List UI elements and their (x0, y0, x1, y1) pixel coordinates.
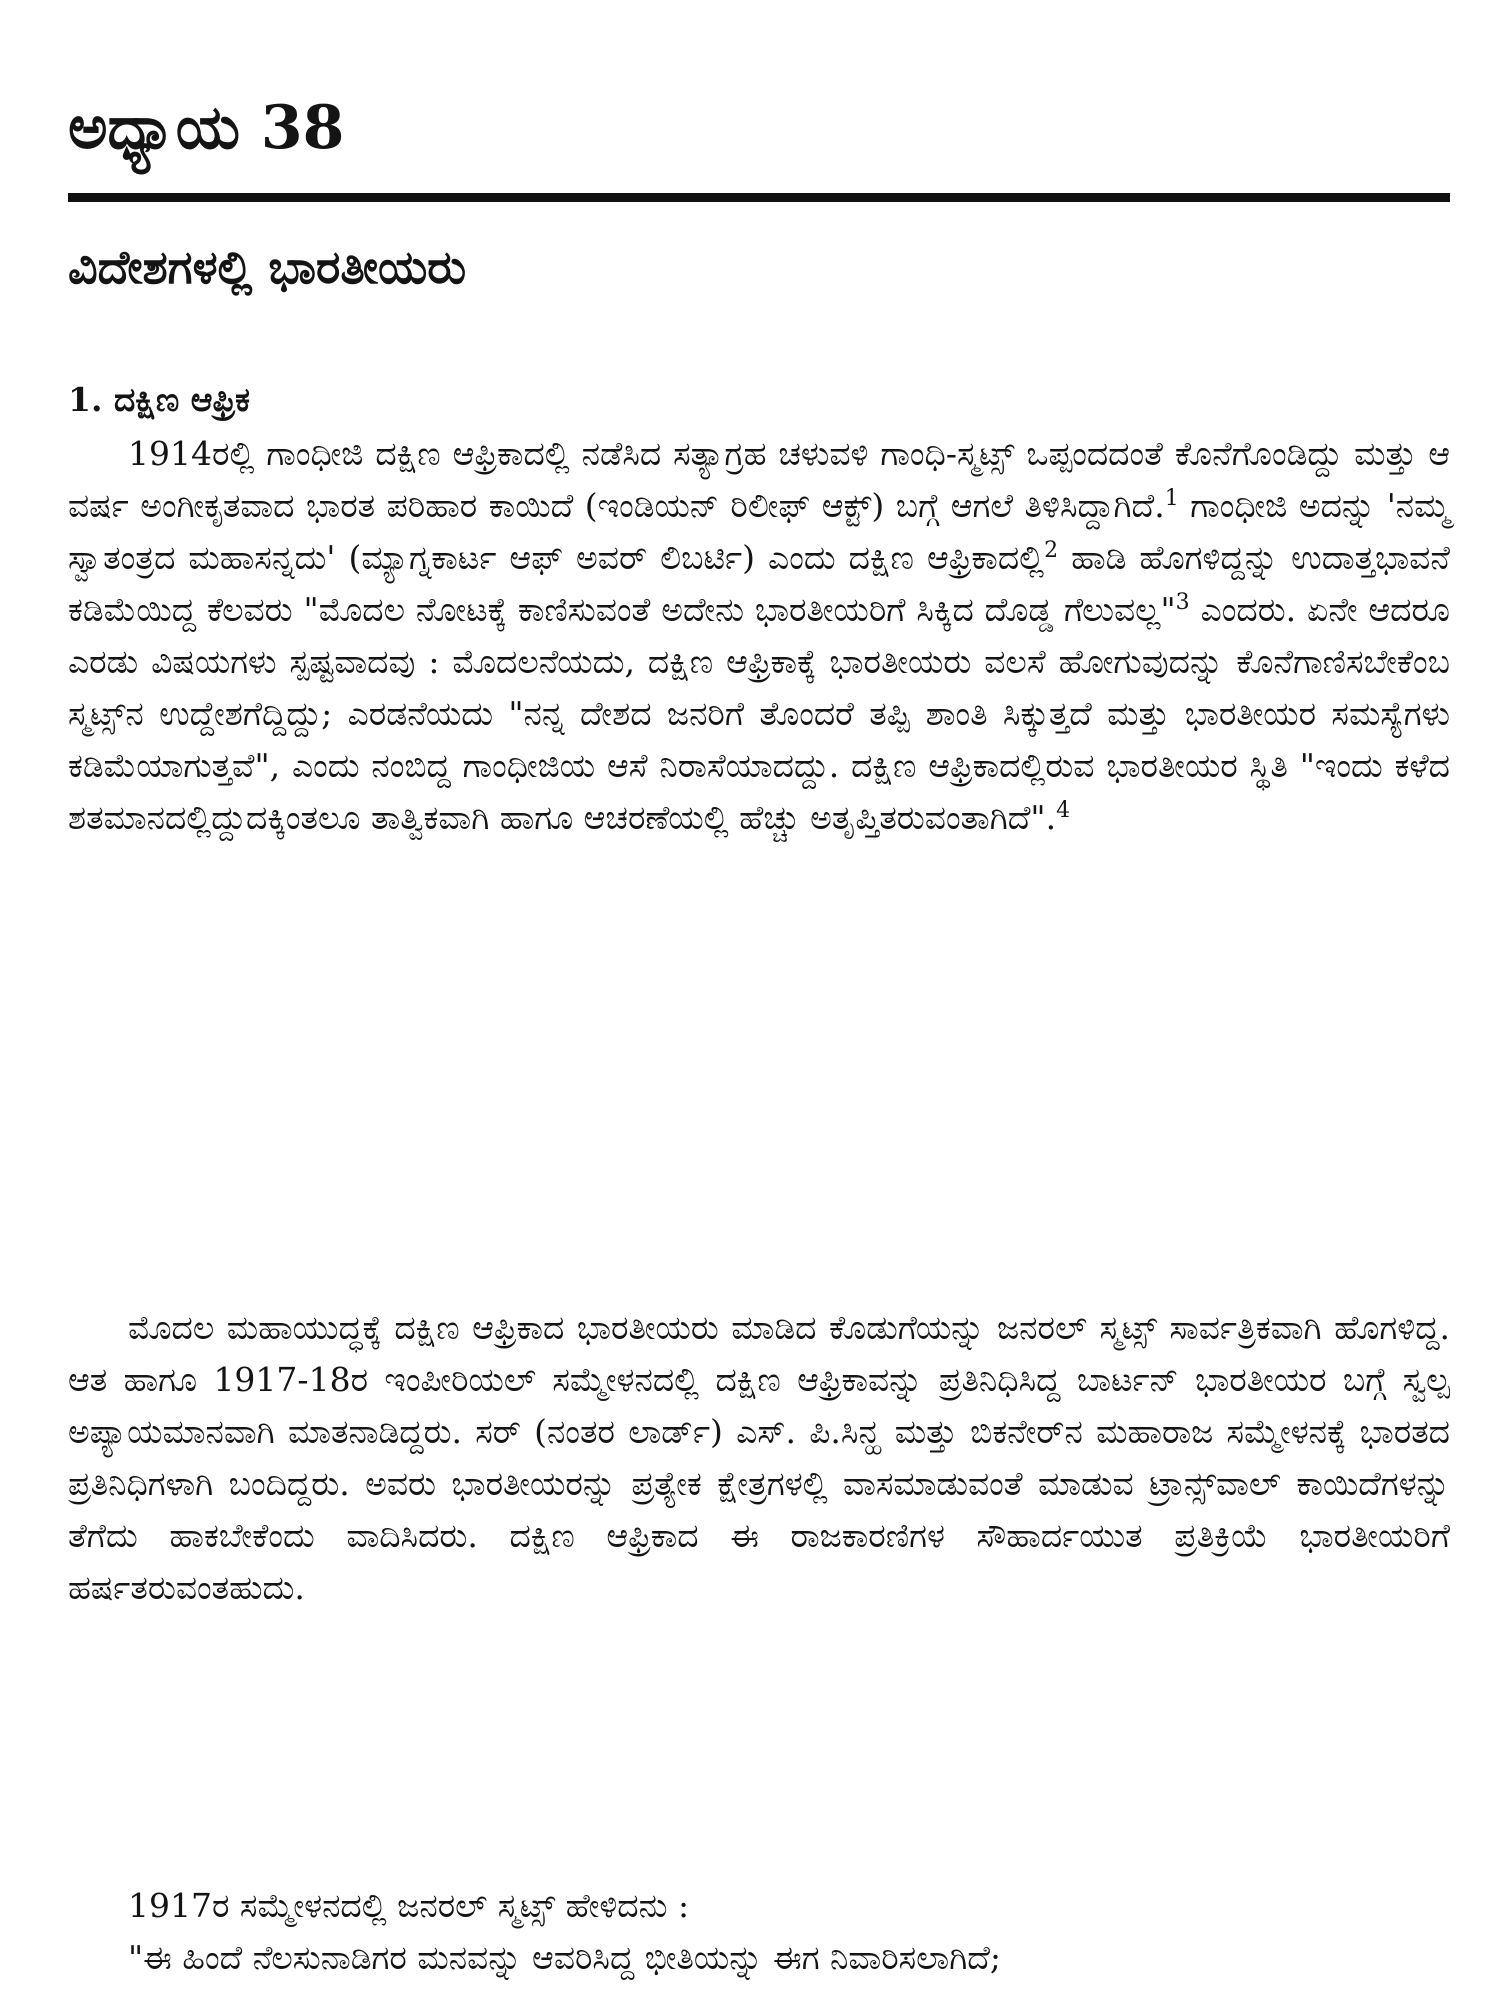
paragraph-3: 1917ರ ಸಮ್ಮೇಳನದಲ್ಲಿ ಜನರಲ್ ಸ್ಮಟ್ಸ್ ಹೇಳಿದನು : (128, 1886, 690, 1925)
paragraph-1-text-b: ಗಾಂಧೀಜಿ ಅದನ್ನು 'ನಮ್ಮ ಸ್ವಾತಂತ್ರದ ಮಹಾಸನ್ನದು' (ಮ್ಯಾಗ್ನಕಾರ್ಟ ಆಫ್ ಅವರ್ ಲಿಬರ್ಟಿ) ಎಂದು ದಕ್ಷಿಣ ಆಫ್ರಿಕಾದಲ್ಲಿ (68, 486, 1450, 577)
footnote-marker-1: 1 (1164, 486, 1179, 511)
footnote-marker-3: 3 (1175, 590, 1190, 615)
footnote-marker-4: 4 (1056, 798, 1071, 823)
paragraph-1-text-a: 1914ರಲ್ಲಿ ಗಾಂಧೀಜಿ ದಕ್ಷಿಣ ಆಫ್ರಿಕಾದಲ್ಲಿ ನಡೆಸಿದ ಸತ್ಯಾಗ್ರಹ ಚಳುವಳಿ ಗಾಂಧಿ-ಸ್ಮಟ್ಸ್ ಒಪ್ಪಂದದಂತೆ ಕೊನೆಗೊಂಡಿದ್ದು ಮತ್ತು ಆ ವರ್ಷ ಅಂಗೀಕೃತವಾದ ಭಾರತ ಪರಿಹಾರ ಕಾಯಿದೆ (ಇಂಡಿಯನ್ ರಿಲೀಫ್ ಆಕ್ಟ್) ಬಗ್ಗೆ ಆಗಲೆ ತಿಳಿಸಿದ್ದಾಗಿದೆ. (68, 434, 1450, 525)
paragraph-1 (68, 428, 1450, 844)
quote-opening-line: "ಈ ಹಿಂದೆ ನೆಲಸುನಾಡಿಗರ ಮನವನ್ನು ಆವರಿಸಿದ್ದ ಭೀತಿಯನ್ನು ಈಗ ನಿವಾರಿಸಲಾಗಿದೆ; (128, 1938, 1002, 1977)
paragraph-1-text-c: ಹಾಡಿ ಹೊಗಳಿದ್ದನ್ನು ಉದಾತ್ತಭಾವನೆ ಕಡಿಮೆಯಿದ್ದ ಕೆಲವರು "ಮೊದಲ ನೋಟಕ್ಕೆ ಕಾಣಿಸುವಂತೆ ಅದೇನು ಭಾರತೀಯರಿಗೆ ಸಿಕ್ಕಿದ ದೊಡ್ಡ ಗೆಲುವಲ್ಲ" (68, 538, 1451, 629)
chapter-heading: ಅಧ್ಯಾಯ 38 (68, 93, 345, 163)
footnote-marker-2: 2 (1044, 538, 1059, 563)
paragraph-1-text-d: ಎಂದರು. ಏನೇ ಆದರೂ ಎರಡು ವಿಷಯಗಳು ಸ್ಪಷ್ಟವಾದವು : ಮೊದಲನೆಯದು, ದಕ್ಷಿಣ ಆಫ್ರಿಕಾಕ್ಕೆ ಭಾರತೀಯರು ವಲಸೆ ಹೋಗುವುದನ್ನು ಕೊನೆಗಾಣಿಸಬೇಕೆಂಬ ಸ್ಮಟ್ಸ್‌ನ ಉದ್ದೇಶಗೆದ್ದಿದ್ದು; ಎರಡನೆಯದು "ನನ್ನ ದೇಶದ ಜನರಿಗೆ ತೊಂದರೆ ತಪ್ಪಿ ಶಾಂತಿ ಸಿಕ್ಕುತ್ತದೆ ಮತ್ತು ಭಾರತೀಯರ ಸಮಸ್ಯೆಗಳು ಕಡಿಮೆಯಾಗುತ್ತವೆ", ಎಂದು ನಂಬಿದ್ದ ಗಾಂಧೀಜಿಯ ಆಸೆ ನಿರಾಸೆಯಾದದ್ದು. ದಕ್ಷಿಣ ಆಫ್ರಿಕಾದಲ್ಲಿರುವ ಭಾರತೀಯರ ಸ್ಥಿತಿ "ಇಂದು ಕಳೆದ ಶತಮಾನದಲ್ಲಿದ್ದುದಕ್ಕಿಂತಲೂ ತಾತ್ವಿಕವಾಗಿ ಹಾಗೂ ಆಚರಣೆಯಲ್ಲಿ ಹೆಚ್ಚು ಅತೃಪ್ತಿತರುವಂತಾಗಿದೆ". (68, 590, 1450, 837)
subsection-heading: 1. ದಕ್ಷಿಣ ಆಫ್ರಿಕ (68, 380, 250, 419)
chapter-divider (68, 193, 1450, 202)
paragraph-2: ಮೊದಲ ಮಹಾಯುದ್ಧಕ್ಕೆ ದಕ್ಷಿಣ ಆಫ್ರಿಕಾದ ಭಾರತೀಯರು ಮಾಡಿದ ಕೊಡುಗೆಯನ್ನು ಜನರಲ್ ಸ್ಮಟ್ಸ್ ಸಾರ್ವತ್ರಿಕವಾಗಿ ಹೊಗಳಿದ್ದ. ಆತ ಹಾಗೂ 1917-18ರ ಇಂಪೀರಿಯಲ್ ಸಮ್ಮೇಳನದಲ್ಲಿ ದಕ್ಷಿಣ ಆಫ್ರಿಕಾವನ್ನು ಪ್ರತಿನಿಧಿಸಿದ್ದ ಬಾರ್ಟನ್ ಭಾರತೀಯರ ಬಗ್ಗೆ ಸ್ವಲ್ಪ ಅಪ್ಯಾಯಮಾನವಾಗಿ ಮಾತನಾಡಿದ್ದರು. ಸರ್ (ನಂತರ ಲಾರ್ಡ್) ಎಸ್. ಪಿ.ಸಿನ್ಹ ಮತ್ತು ಬಿಕನೇರ್‌ನ ಮಹಾರಾಜ ಸಮ್ಮೇಳನಕ್ಕೆ ಭಾರತದ ಪ್ರತಿನಿಧಿಗಳಾಗಿ ಬಂದಿದ್ದರು. ಅವರು ಭಾರತೀಯರನ್ನು ಪ್ರತ್ಯೇಕ ಕ್ಷೇತ್ರಗಳಲ್ಲಿ ವಾಸಮಾಡುವಂತೆ ಮಾಡುವ ಟ್ರಾನ್ಸ್‌ವಾಲ್ ಕಾಯಿದೆಗಳನ್ನು ತೆಗೆದು ಹಾಕಬೇಕೆಂದು ವಾದಿಸಿದರು. ದಕ್ಷಿಣ ಆಫ್ರಿಕಾದ ಈ ರಾಜಕಾರಣಿಗಳ ಸೌಹಾರ್ದಯುತ ಪ್ರತಿಕ್ರಿಯೆ ಭಾರತೀಯರಿಗೆ ಹರ್ಷತರುವಂತಹುದು. (68, 1308, 1450, 1607)
section-heading: ವಿದೇಶಗಳಲ್ಲಿ ಭಾರತೀಯರು (68, 240, 467, 294)
